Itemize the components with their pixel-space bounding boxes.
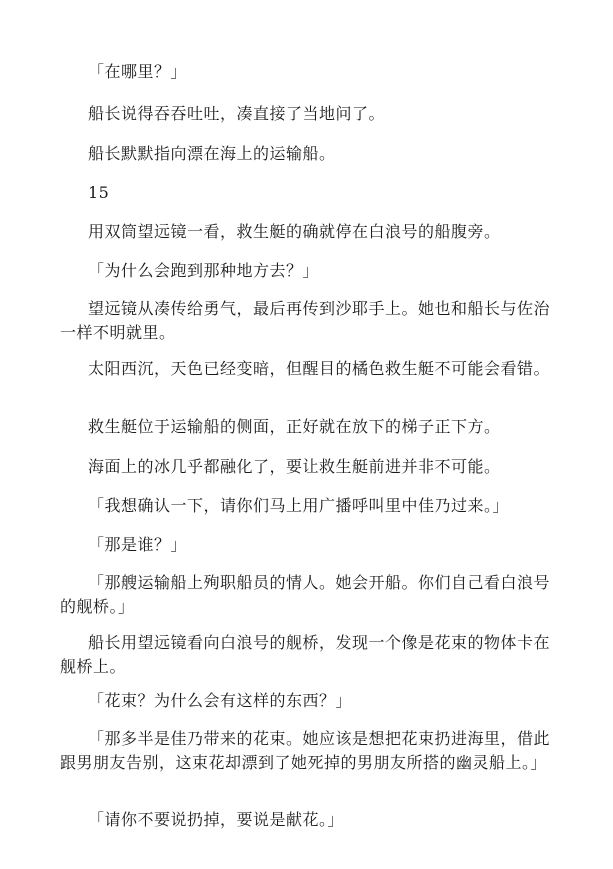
paragraph: 「为什么会跑到那种地方去？」 xyxy=(88,261,320,280)
paragraph: 「那多半是佳乃带来的花束。她应该是想把花束扔进海里，借此跟男朋友告别，这束花却漂到了她死掉的男朋友所搭的幽灵船上。」 xyxy=(60,729,551,772)
paragraph: 船长默默指向漂在海上的运输船。 xyxy=(88,144,336,163)
paragraph: 望远镜从凑传给勇气，最后再传到沙耶手上。她也和船长与佐治一样不明就里。 xyxy=(60,299,551,342)
paragraph: 「在哪里？」 xyxy=(88,62,188,81)
page-number: 15 xyxy=(88,183,110,202)
paragraph: 船长用望远镜看向白浪号的舰桥，发现一个像是花束的物体卡在舰桥上。 xyxy=(60,633,551,676)
paragraph: 「那艘运输船上殉职船员的情人。她会开船。你们自己看白浪号的舰桥。」 xyxy=(60,573,551,616)
paragraph: 太阳西沉，天色已经变暗，但醒目的橘色救生艇不可能会看错。 xyxy=(88,359,551,378)
paragraph: 「花束？为什么会有这样的东西？」 xyxy=(88,691,353,710)
paragraph: 用双筒望远镜一看，救生艇的确就停在白浪号的船腹旁。 xyxy=(88,222,501,241)
paragraph: 「我想确认一下，请你们马上用广播呼叫里中佳乃过来。」 xyxy=(88,496,510,515)
paragraph: 「那是谁？」 xyxy=(88,535,188,554)
paragraph: 「请你不要说扔掉，要说是献花。」 xyxy=(88,810,345,829)
paragraph: 船长说得吞吞吐吐，凑直接了当地问了。 xyxy=(88,104,386,123)
paragraph: 救生艇位于运输船的侧面，正好就在放下的梯子正下方。 xyxy=(88,417,501,436)
paragraph: 海面上的冰几乎都融化了，要让救生艇前进并非不可能。 xyxy=(88,457,501,476)
